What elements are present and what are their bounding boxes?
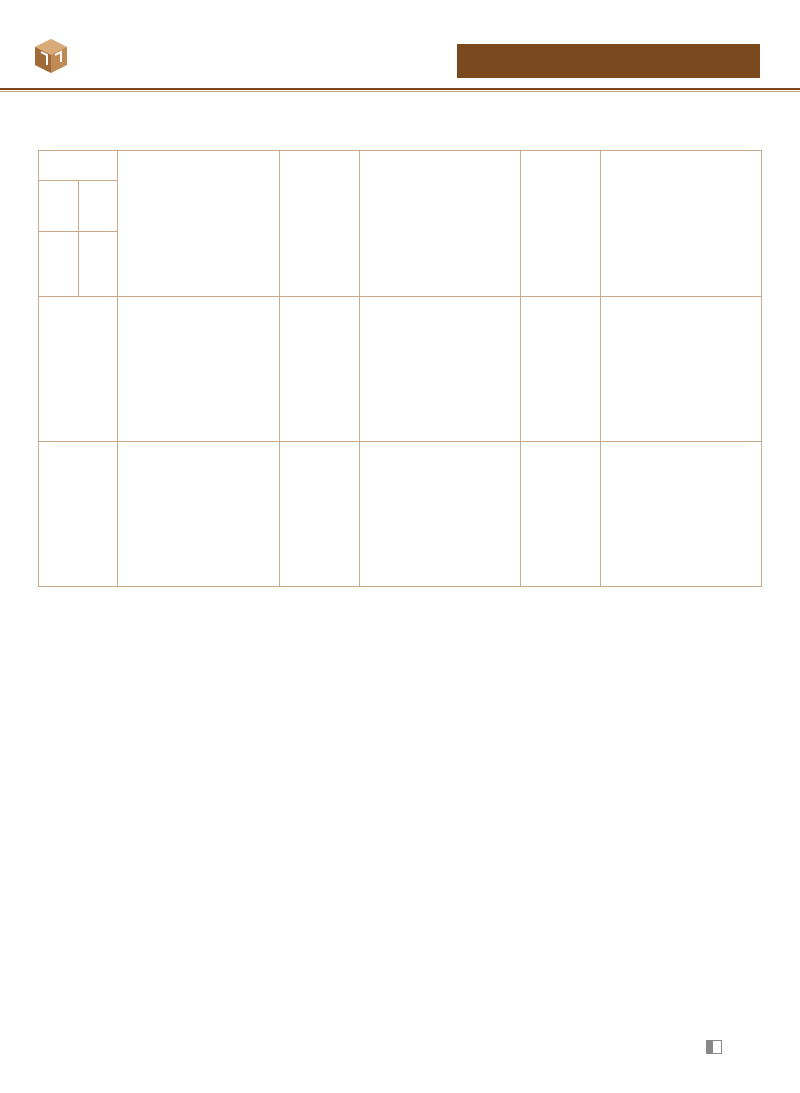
table-divider	[39, 296, 761, 297]
thickness-value	[39, 231, 78, 296]
table-divider	[359, 151, 360, 586]
table-divider	[520, 151, 521, 586]
page-indicator	[706, 1040, 722, 1054]
profile-table	[38, 150, 762, 587]
table-divider	[600, 151, 601, 586]
model-cell	[39, 153, 117, 179]
table-divider	[279, 151, 280, 586]
category-banner	[457, 44, 760, 78]
weight-value	[78, 231, 117, 296]
header-rule	[0, 88, 800, 90]
header-rule-thin	[0, 91, 800, 92]
page-header	[0, 0, 800, 95]
table-divider	[39, 441, 761, 442]
weight-header	[78, 180, 117, 231]
logo-icon	[33, 38, 69, 74]
page-number	[712, 1040, 722, 1054]
thickness-header	[39, 180, 78, 231]
table-divider	[117, 151, 118, 586]
